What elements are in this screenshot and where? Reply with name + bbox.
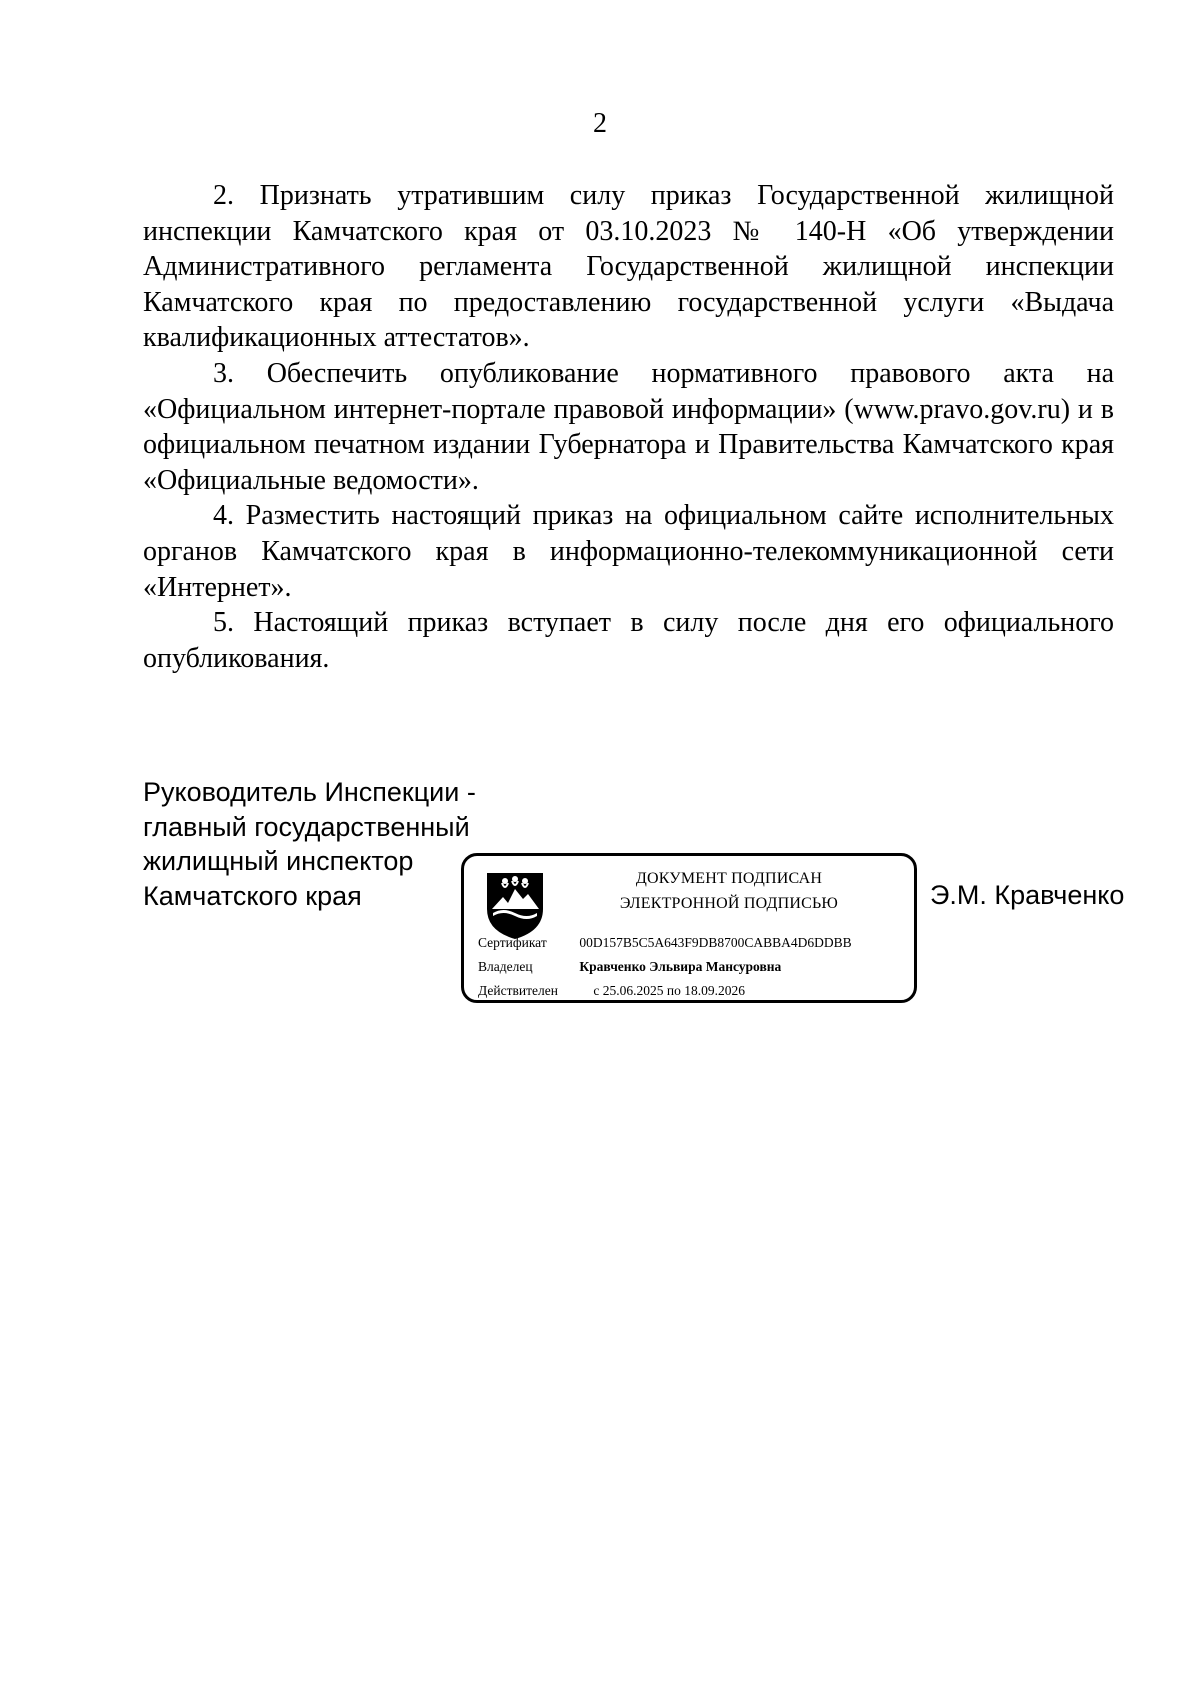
paragraph-5: 5. Настоящий приказ вступает в силу после дня его официального опубликования. xyxy=(143,607,1114,674)
electronic-signature-stamp xyxy=(461,853,917,1003)
page-number: 2 xyxy=(593,108,607,139)
kamchatka-coat-of-arms-icon xyxy=(483,869,547,941)
owner-value: Кравченко Эльвира Мансуровна xyxy=(579,959,782,974)
paragraph-2: 2. Признать утратившим силу приказ Государственной жилищной инспекции Камчатского края от 03.10.2023 № 140-Н «Об утверждении Административного регламента Государственной жилищной инспекции Камчатского края по предоставлению государственной услуги «Выдача квалификационных аттестатов». xyxy=(143,180,1114,354)
validity-label: Действителен xyxy=(478,983,558,998)
stamp-validity-row xyxy=(478,982,745,1000)
owner-label: Владелец xyxy=(478,959,533,974)
stamp-title xyxy=(564,866,894,916)
document-body xyxy=(143,178,1114,676)
stamp-owner-row xyxy=(478,958,781,976)
stamp-title-line: ЭЛЕКТРОННОЙ ПОДПИСЬЮ xyxy=(619,895,839,912)
stamp-title-line: ДОКУМЕНТ ПОДПИСАН xyxy=(635,870,823,887)
signer-position-line: Камчатского края xyxy=(143,880,362,911)
signer-position xyxy=(143,775,483,913)
paragraph-4: 4. Разместить настоящий приказ на официальном сайте исполнительных органов Камчатского края в информационно-телекоммуникационной сети «Интернет». xyxy=(143,500,1114,603)
signer-position-line: Руководитель Инспекции - xyxy=(143,777,476,807)
signer-position-line: главный государственный xyxy=(143,811,470,842)
certificate-label: Сертификат xyxy=(478,935,547,950)
paragraph-3: 3. Обеспечить опубликование нормативного правового акта на «Официальном интернет-портале правовой информации» (www.pravo.gov.ru) и в официальном печатном издании Губернатора и Правительства Камчатского края «Официальные ведомости». xyxy=(143,357,1114,496)
stamp-certificate-row xyxy=(478,934,852,952)
certificate-value: 00D157B5C5A643F9DB8700CABBA4D6DDBB xyxy=(579,935,852,950)
signer-name: Э.М. Кравченко xyxy=(930,880,1125,910)
signer-position-line: жилищный инспектор xyxy=(143,846,414,876)
validity-value: с 25.06.2025 по 18.09.2026 xyxy=(593,983,745,998)
